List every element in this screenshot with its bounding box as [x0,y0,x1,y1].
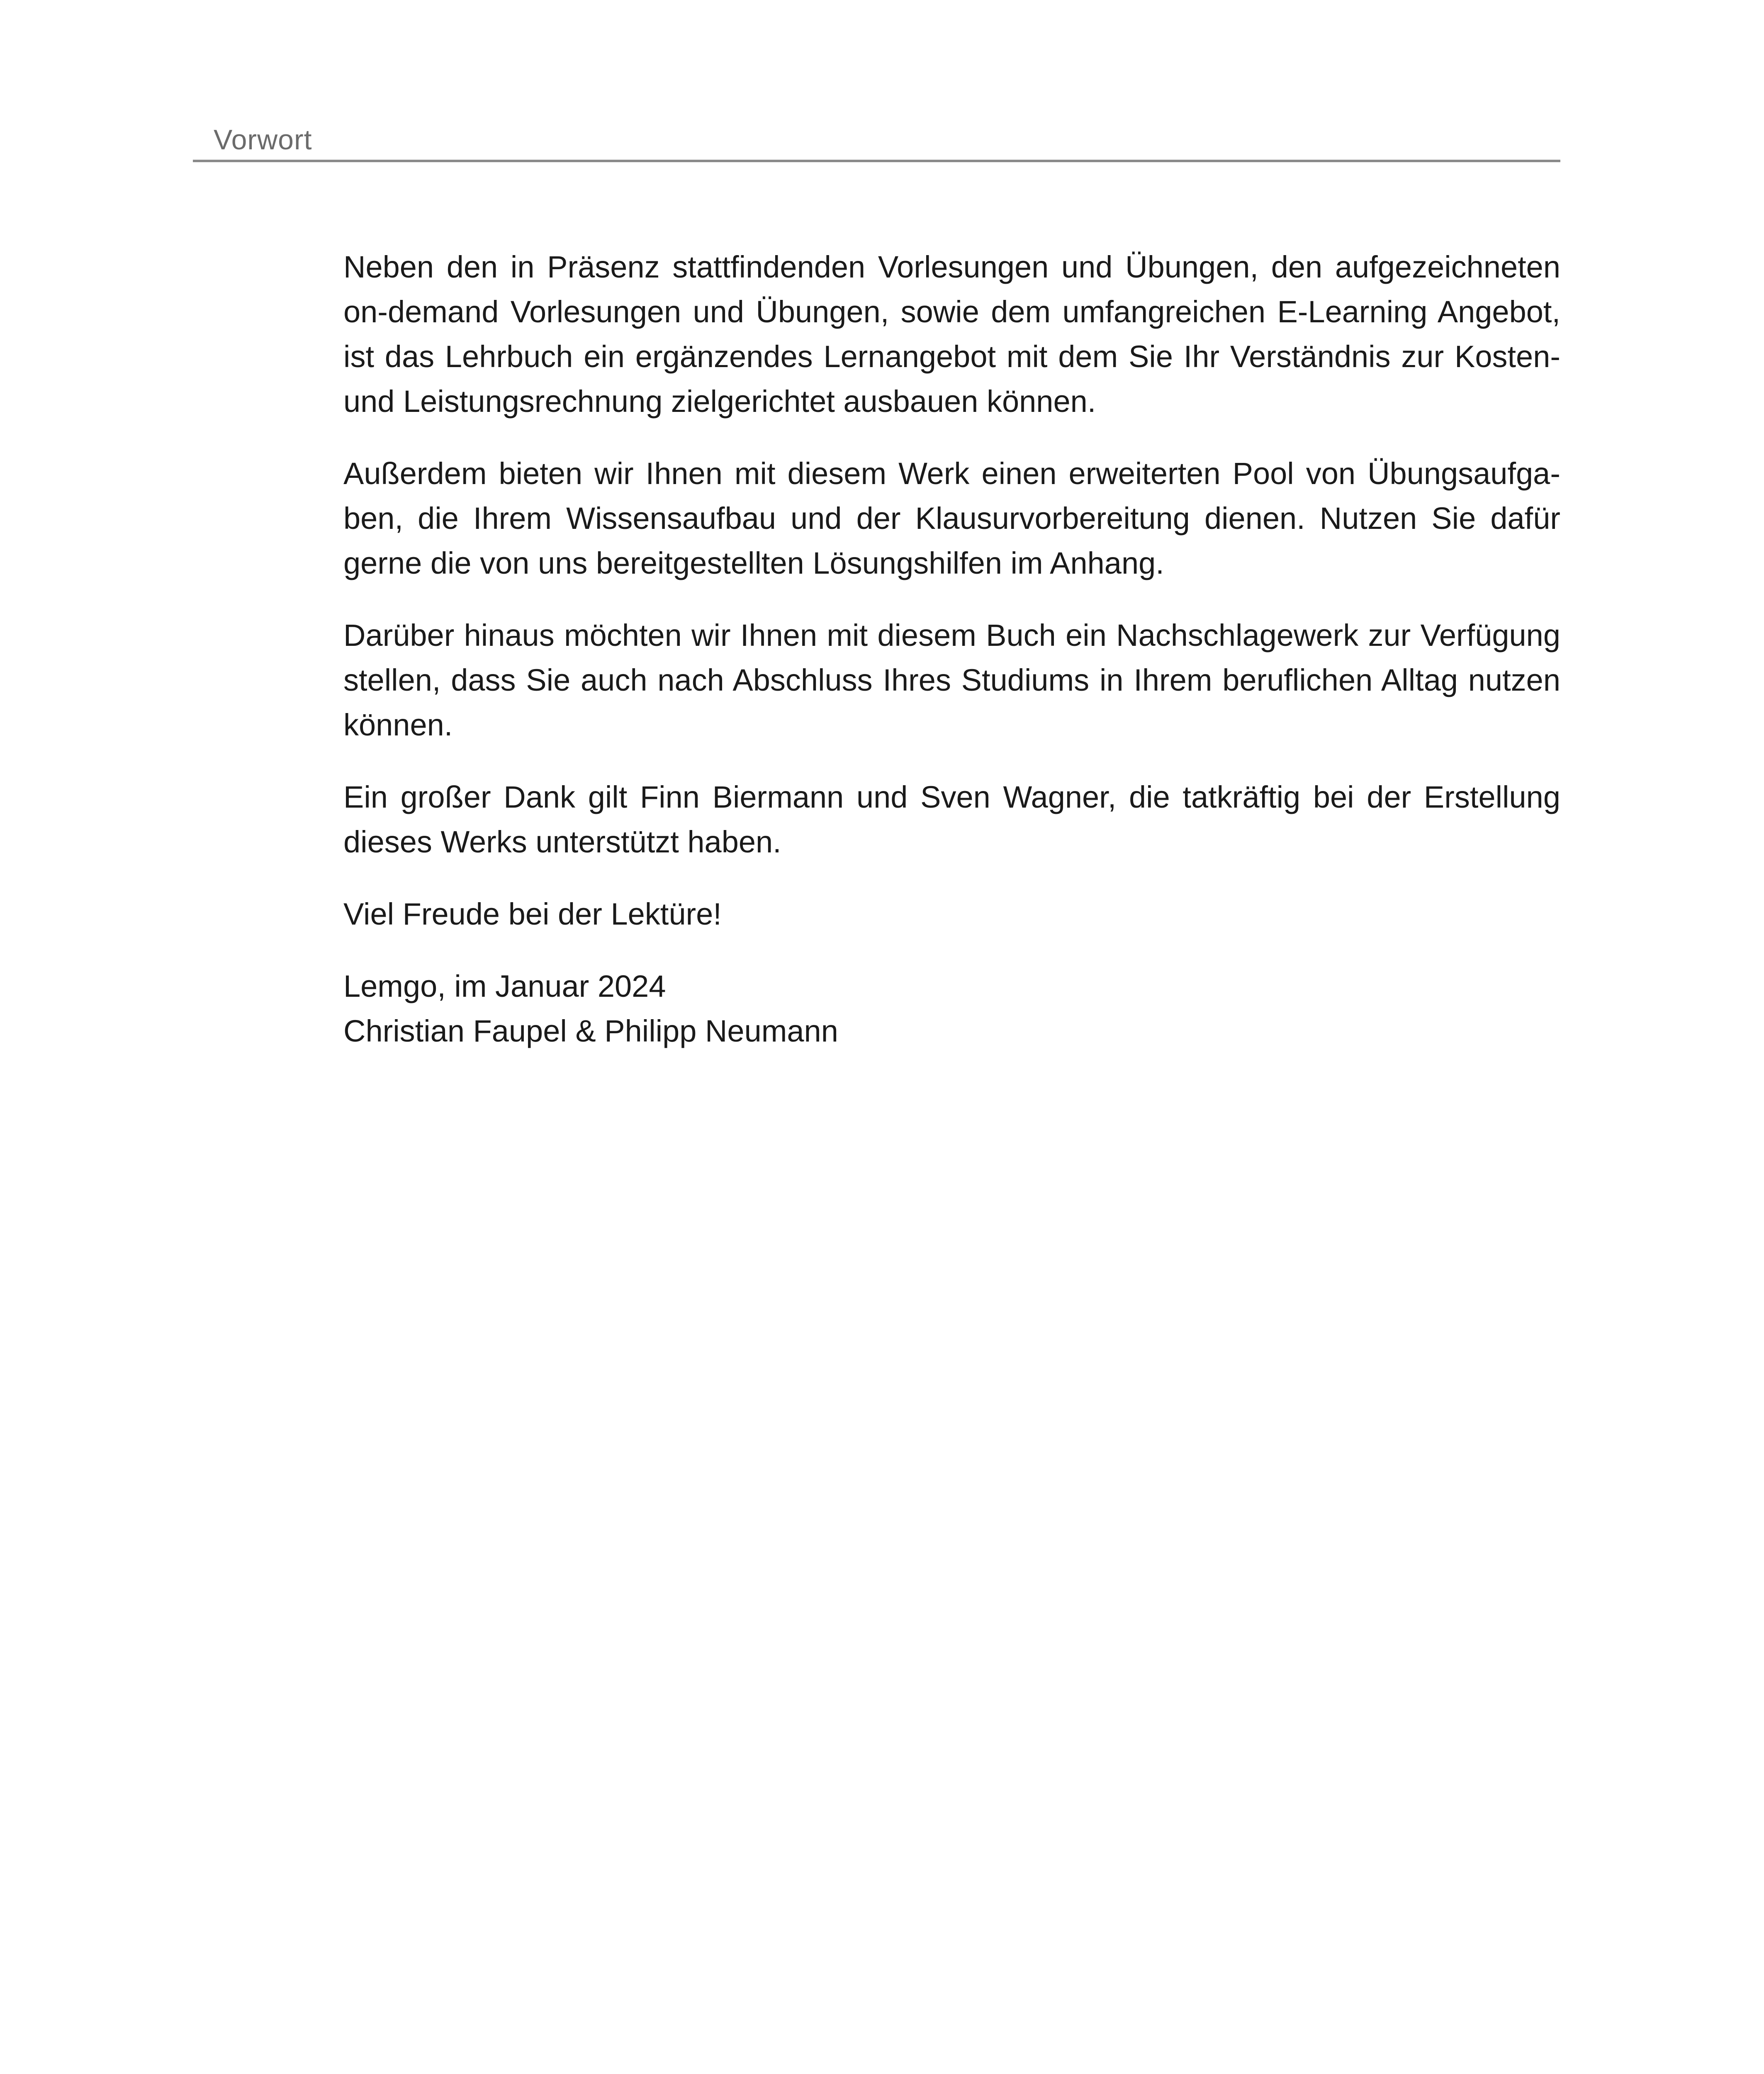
header-rule [193,160,1560,162]
paragraph-3: Darüber hinaus möchten wir Ihnen mit diesem Buch ein Nachschlagewerk zur Verfügung stellen, dass Sie auch nach Abschluss Ihres Studiums in Ihrem beruflichen Alltag nutzen können. [343,618,1560,742]
running-header: Vorwort [214,124,312,156]
place-date: Lemgo, im Januar 2024 [343,969,666,1003]
authors: Christian Faupel & Philipp Neumann [343,1014,838,1048]
paragraph-4: Ein großer Dank gilt Finn Biermann und Sven Wagner, die tatkräftig bei der Erstellung dieses Werks unterstützt haben. [343,780,1560,859]
preface-body [343,245,1560,1054]
paragraph-1: Neben den in Präsenz stattfindenden Vorlesungen und Übungen, den aufgezeichneten on-demand Vorlesungen und Übungen, sowie dem umfangreichen E-Learning Angebot, ist das Lehrbuch ein ergänzendes Lernangebot mit dem Sie Ihr Verständnis zur Kosten- und Leistungsrechnung zielgerichtet ausbauen können. [343,250,1560,419]
paragraph-5: Viel Freude bei der Lektüre! [343,897,722,931]
paragraph-2: Außerdem bieten wir Ihnen mit diesem Werk einen erweiterten Pool von Übungsaufgaben, die Ihrem Wissensaufbau und der Klausurvorbereitung dienen. Nutzen Sie dafür gerne die von uns bereitgestellten Lösungshilfen im Anhang. [343,456,1560,580]
